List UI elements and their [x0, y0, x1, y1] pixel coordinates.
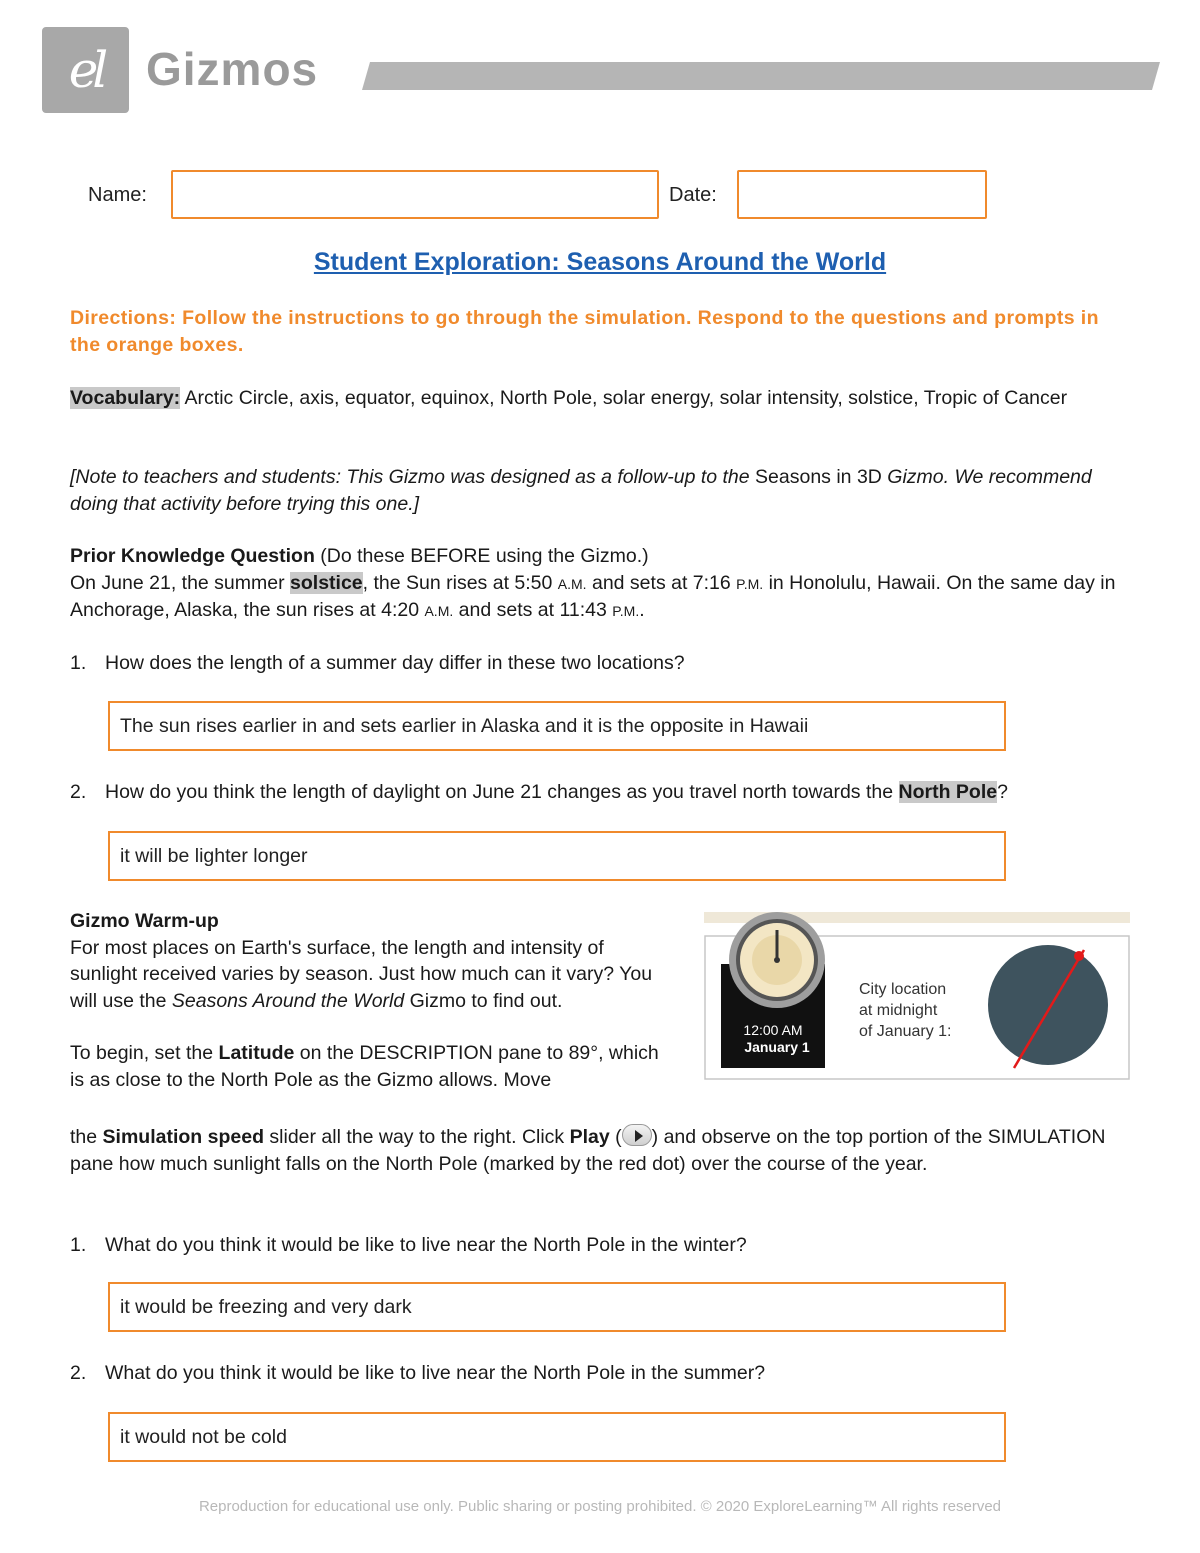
- warmup-text: ) and observe on the top portion of the SIMULATION pane how much sunlight falls on the North Pole (marked by the red dot) over the course of the year.: [70, 1126, 1106, 1175]
- latitude-term: Latitude: [218, 1042, 295, 1064]
- warmup-text: For most places on Earth's surface, the length and intensity of sunlight received varies by season. Just how much can it vary? You will use the: [70, 936, 653, 1012]
- question-text-end: ?: [997, 781, 1008, 803]
- pk-pm: P.M.: [736, 575, 764, 592]
- brand-title: Gizmos: [146, 43, 319, 95]
- directions: Directions: Follow the instructions to go through the simulation. Respond to the questions and prompts in the orange boxes.: [70, 307, 1099, 356]
- clock-date: January 1: [744, 1039, 810, 1055]
- warmup-question-2: [70, 1360, 1130, 1386]
- warmup-section: [70, 908, 670, 1093]
- page-title[interactable]: Student Exploration: Seasons Around the World: [313, 248, 887, 276]
- question-text: How does the length of a summer day differ in these two locations?: [105, 652, 685, 674]
- answer-text: it would not be cold: [120, 1425, 287, 1448]
- warmup-question-1: [70, 1232, 1130, 1258]
- pk-text: On June 21, the summer: [70, 571, 291, 594]
- warmup-instructions: [70, 1124, 1130, 1177]
- pk-text: and sets at 7:16: [586, 571, 737, 594]
- question-text: What do you think it would be like to live near the North Pole in the winter?: [105, 1234, 747, 1256]
- note-gizmo-name: Seasons in 3D: [755, 466, 882, 488]
- warmup-text: on the DESCRIPTION pane to 89°, which is as close to the North Pole as the Gizmo allows. Move: [70, 1042, 659, 1091]
- warmup-text: slider all the way to the right. Click: [263, 1126, 570, 1148]
- vocabulary-label: Vocabulary:: [70, 387, 181, 409]
- vocabulary: [70, 385, 1130, 412]
- teacher-note: [70, 464, 1130, 517]
- date-field[interactable]: [737, 170, 987, 219]
- clock-time: 12:00 AM: [743, 1022, 803, 1038]
- answer-text: it would be freezing and very dark: [120, 1295, 412, 1318]
- figure-caption-3: of January 1:: [859, 1023, 952, 1040]
- question-number: 1.: [70, 1234, 87, 1256]
- answer-text: it will be lighter longer: [120, 844, 308, 867]
- header-divider-bar: [362, 62, 1160, 90]
- prior-question-1: [70, 650, 1130, 676]
- pk-pm: P.M.: [612, 603, 640, 619]
- warmup-heading: Gizmo Warm-up: [70, 910, 219, 932]
- answer-box-warmup-2[interactable]: [108, 1412, 1006, 1462]
- pk-text: and sets at 11:43: [453, 599, 613, 621]
- question-number: 2.: [70, 781, 87, 803]
- answer-box-prior-2[interactable]: [108, 831, 1006, 881]
- note-text-end: Gizmo. We recommend doing that activity before trying this one.]: [70, 466, 1092, 515]
- simulation-speed-term: Simulation speed: [102, 1126, 264, 1148]
- play-term: Play: [569, 1126, 610, 1148]
- question-number: 1.: [70, 652, 87, 674]
- warmup-text: Gizmo to find out.: [404, 989, 563, 1012]
- prior-question-2: [70, 779, 1130, 805]
- question-text: What do you think it would be like to live near the North Pole in the summer?: [105, 1362, 766, 1384]
- pk-am: A.M.: [557, 575, 587, 592]
- name-field[interactable]: [171, 170, 659, 219]
- figure-caption-1: City location: [859, 981, 947, 998]
- prior-knowledge: [70, 543, 1130, 625]
- warmup-text: the: [70, 1126, 103, 1148]
- pk-am: A.M.: [424, 603, 454, 619]
- pk-text: .: [639, 599, 645, 621]
- explorelearning-logo: el: [68, 41, 103, 99]
- answer-box-warmup-1[interactable]: [108, 1282, 1006, 1332]
- date-label: Date:: [669, 184, 717, 206]
- figure-caption-2: at midnight: [859, 1002, 938, 1019]
- pk-text: , the Sun rises at 5:50: [362, 571, 558, 594]
- prior-knowledge-note: (Do these BEFORE using the Gizmo.): [314, 545, 649, 567]
- vocabulary-terms: Arctic Circle, axis, equator, equinox, North Pole, solar energy, solar intensity, solstice, Tropic of Cancer: [180, 387, 1068, 409]
- warmup-text: To begin, set the: [70, 1042, 219, 1064]
- note-text: [Note to teachers and students: This Gizmo was designed as a follow-up to the: [70, 466, 756, 488]
- warmup-gizmo-name: Seasons Around the World: [171, 989, 405, 1012]
- vocab-term-north-pole: North Pole: [898, 781, 998, 803]
- name-label: Name:: [88, 184, 147, 206]
- prior-knowledge-heading: Prior Knowledge Question: [70, 545, 315, 567]
- answer-box-prior-1[interactable]: [108, 701, 1006, 751]
- north-pole-dot: [1074, 951, 1084, 961]
- warmup-text: (: [609, 1126, 622, 1148]
- question-number: 2.: [70, 1362, 87, 1384]
- simulation-figure: [704, 912, 1130, 1080]
- footer-copyright: Reproduction for educational use only. Public sharing or posting prohibited. © 2020 ExploreLearning™ All rights reserved: [198, 1498, 1002, 1515]
- question-text: How do you think the length of daylight on June 21 changes as you travel north towards the: [105, 781, 899, 803]
- earth-globe: [988, 945, 1108, 1065]
- answer-text: The sun rises earlier in and sets earlier in Alaska and it is the opposite in Hawaii: [120, 714, 809, 737]
- vocab-term-solstice: solstice: [290, 571, 363, 594]
- pk-text: in Honolulu, Hawaii. On the same day in Anchorage, Alaska, the sun rises at 4:20: [70, 571, 1116, 621]
- play-icon: [622, 1124, 652, 1146]
